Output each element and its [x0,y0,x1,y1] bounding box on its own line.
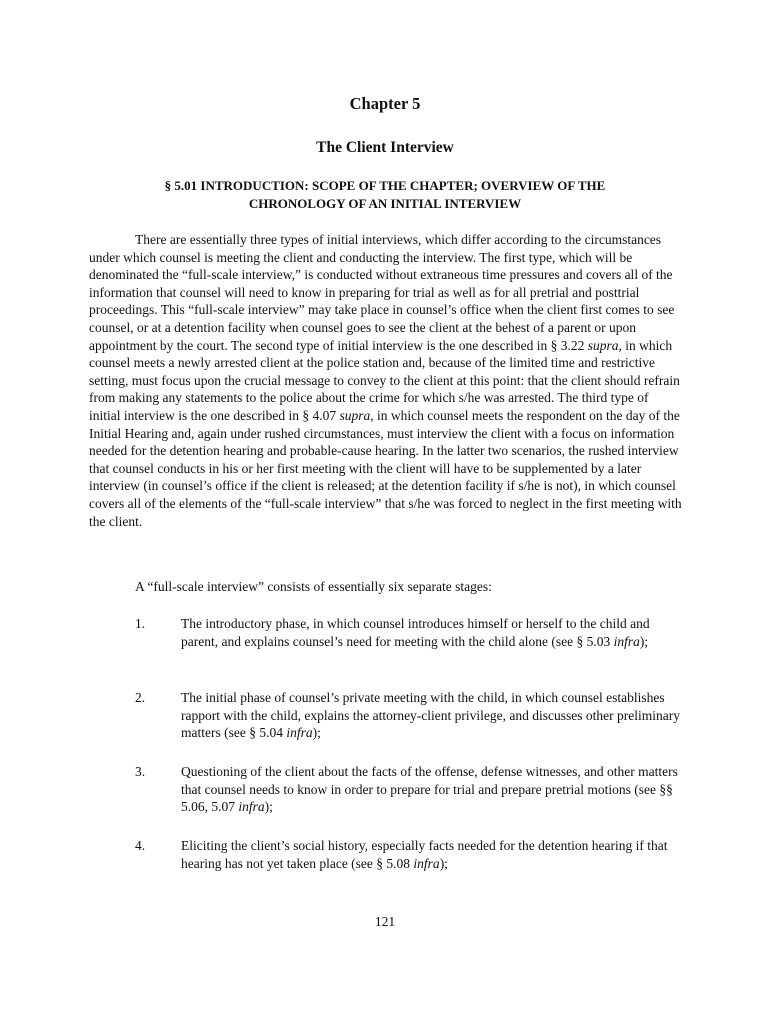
infra-citation: infra [613,633,640,649]
supra-citation-2: supra, [339,407,374,423]
list-text-main: Eliciting the client’s social history, especially facts needed for the detention hearing if that hearing has not yet taken place (see § 5.08 [181,838,668,871]
stages-intro-paragraph: A “full-scale interview” consists of essentially six separate stages: [135,579,492,594]
list-text-main: Questioning of the client about the facts of the offense, defense witnesses, and other matters that counsel needs to know in order to prepare for trial and prepare pretrial motions (see §§ 5.06, 5.07 [181,764,678,815]
list-text [181,615,687,650]
list-number: 2. [135,690,146,705]
list-text [181,689,687,742]
list-number: 1. [135,616,146,631]
infra-citation: infra [238,799,265,815]
intro-text-part-2: in which counsel meets a newly arrested client at the police station and, because of the limited time and restrictive setting, must focus upon the crucial message to convey to the client at this point: that the client should refrain from making any statements to the police about the crime for which s/he was arrested. The third type of initial interview is the one described in § 4.07 [89,337,680,423]
infra-citation: infra [286,725,313,741]
list-text-end: ); [439,855,448,871]
page-number: 121 [374,914,396,929]
list-text-end: ); [264,799,273,815]
intro-paragraph [89,231,683,530]
intro-text-part-1: There are essentially three types of initial interviews, which differ according to the circumstances under which counsel is meeting the client and conducting the interview. The first type, which will be denominated the “full-scale interview,” is conducted without extraneous time pressures and covers all of the information that counsel will need to know in preparing for trial as well as for all pretrial and posttrial proceedings. This “full-scale interview” may take place in counsel’s office when the client first comes to see counsel, or at a detention facility when counsel goes to see the client at the behest of a parent or upon appointment by the court. The second type of initial interview is the one described in § 3.22 [89,232,675,353]
infra-citation: infra [413,855,440,871]
list-text-main: The introductory phase, in which counsel introduces himself or herself to the child and parent, and explains counsel’s need for meeting with the child alone (see § 5.03 [181,616,650,649]
list-text-main: The initial phase of counsel’s private meeting with the child, in which counsel establishes rapport with the child, explains the attorney-client privilege, and discusses other preliminary matters (see § 5.04 [181,690,680,741]
list-text [181,837,687,872]
intro-text-part-3: in which counsel meets the respondent on the day of the Initial Hearing and, again under rushed circumstances, must interview the client with a focus on information needed for the detention hearing and probable-cause hearing. In the latter two scenarios, the rushed interview that counsel conducts in his or her first meeting with the client will have to be supplemented by a later interview (in counsel’s office if the client is released; at the detention facility if s/he is not), in which counsel covers all of the elements of the “full-scale interview” that s/he was forced to neglect in the first meeting with the client. [89,407,682,529]
list-text [181,763,687,816]
list-text-end: ); [312,725,321,741]
chapter-title: The Client Interview [316,139,454,156]
list-number: 4. [135,838,146,853]
supra-citation-1: supra, [587,337,622,353]
list-number: 3. [135,764,146,779]
list-text-end: ); [639,633,649,649]
chapter-label: Chapter 5 [349,94,421,113]
section-heading: § 5.01 INTRODUCTION: SCOPE OF THE CHAPTER; OVERVIEW OF THE CHRONOLOGY OF AN INITIAL INTERVIEW [164,178,606,211]
